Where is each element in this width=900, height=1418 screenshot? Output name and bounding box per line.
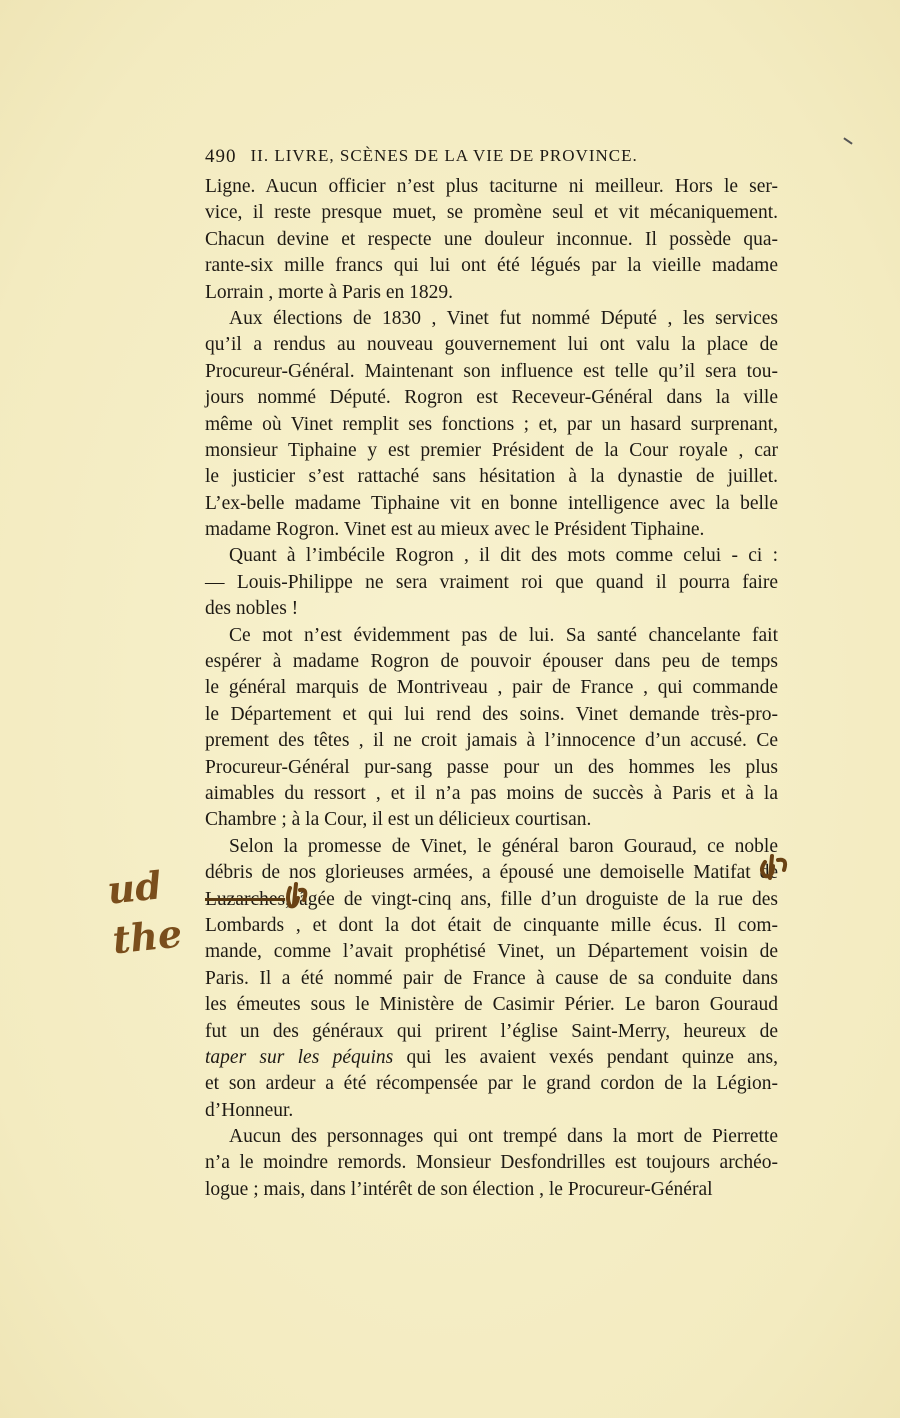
text-line: taper sur les péquins qui les avaient vexés pendant quinze ans, [205,1046,778,1068]
inline-correction-mark [288,856,785,906]
text-line: Paris. Il a été nommé pair de France à cause de sa conduite dans [205,967,778,989]
text-line: Luzarches, âgée de vingt-cinq ans, fille d’un droguiste de la rue des [205,888,778,910]
text-line: fut un des généraux qui prirent l’église Saint-Merry, heureux de [205,1020,778,1042]
text-line: n’a le moindre remords. Monsieur Desfondrilles est toujours archéo- [205,1152,778,1174]
text-line: le Département et qui lui rend des soins. Vinet demande très-pro- [205,703,778,725]
text-line: monsieur Tiphaine y est premier Président de la Cour royale , car [205,439,778,461]
text-line: des nobles ! [205,598,299,620]
text-line: même où Vinet remplit ses fonctions ; et, par un hasard surprenant, [205,413,778,435]
text-line: le justicier s’est rattaché sans hésitation à la dynastie de juillet. [205,466,778,488]
running-title: II. LIVRE, SCÈNES DE LA VIE DE PROVINCE. [250,146,638,165]
text-line: Aucun des personnages qui ont trempé dans la mort de Pierrette [229,1126,778,1148]
text-line: Lorrain , morte à Paris en 1829. [205,281,454,303]
text-line: madame Rogron. Vinet est au mieux avec le Président Tiphaine. [205,519,705,541]
text-line: Chambre ; à la Cour, il est un délicieux courtisan. [205,809,592,831]
text-line: Procureur-Général. Maintenant son influence est telle qu’il sera tou- [205,360,778,382]
text-line: d’Honneur. [205,1099,294,1121]
text-line: aimables du ressort , et il n’a pas moins de succès à Paris et à la [205,782,778,804]
text-line: Quant à l’imbécile Rogron , il dit des mots comme celui - ci : [229,545,778,567]
text-line: rante-six mille francs qui lui ont été légués par la vieille madame [205,255,778,277]
text-line: Aux élections de 1830 , Vinet fut nommé Député , les services [229,307,778,329]
text-line: le général marquis de Montriveau , pair de France , qui commande [205,677,778,699]
text-line: jours nommé Député. Rogron est Receveur-Général dans la ville [205,387,778,409]
text-line: espérer à madame Rogron de pouvoir épouser dans peu de temps [205,651,778,673]
text-line: logue ; mais, dans l’intérêt de son élection , le Procureur-Général [205,1178,713,1200]
margin-note-handwriting: ud the [105,862,185,963]
text-line: Lombards , et dont la dot était de cinquante mille écus. Il com- [205,914,778,936]
text-line: — Louis-Philippe ne sera vraiment roi que quand il pourra faire [205,571,778,593]
text-line: Ligne. Aucun officier n’est plus taciturne ni meilleur. Hors le ser- [205,176,778,197]
text-line: Chacun devine et respecte une douleur inconnue. Il possède qua- [205,228,778,250]
text-line: vice, il reste presque muet, se promène seul et vit mécaniquement. [205,202,778,224]
text-line: mande, comme l’avait prophétisé Vinet, un Département voisin de [205,941,778,963]
struck-word: Luzarches [205,888,286,910]
text-line: Ce mot n’est évidemment pas de lui. Sa santé chancelante fait [229,624,778,646]
text-line: prement des têtes , il ne croit jamais à l’innocence d’un accusé. Ce [205,730,778,752]
text-line: Procureur-Général pur-sang passe pour un des hommes les plus [205,756,778,778]
text-line: qu’il a rendus au nouveau gouvernement lui ont valu la place de [205,334,778,356]
text-line: Selon la promesse de Vinet, le général baron Gouraud, ce noble [229,835,778,857]
text-line: débris de nos glorieuses armées, a épousé une demoiselle Matifat de [205,862,778,884]
text-line: et son ardeur a été récompensée par le grand cordon de la Légion- [205,1073,778,1095]
text-line: les émeutes sous le Ministère de Casimir Périer. Le baron Gouraud [205,994,778,1016]
page-number: 490 [205,146,237,167]
text-line: L’ex-belle madame Tiphaine vit en bonne intelligence avec la belle [205,492,778,514]
italic-phrase: taper sur les péquins [205,1046,394,1068]
